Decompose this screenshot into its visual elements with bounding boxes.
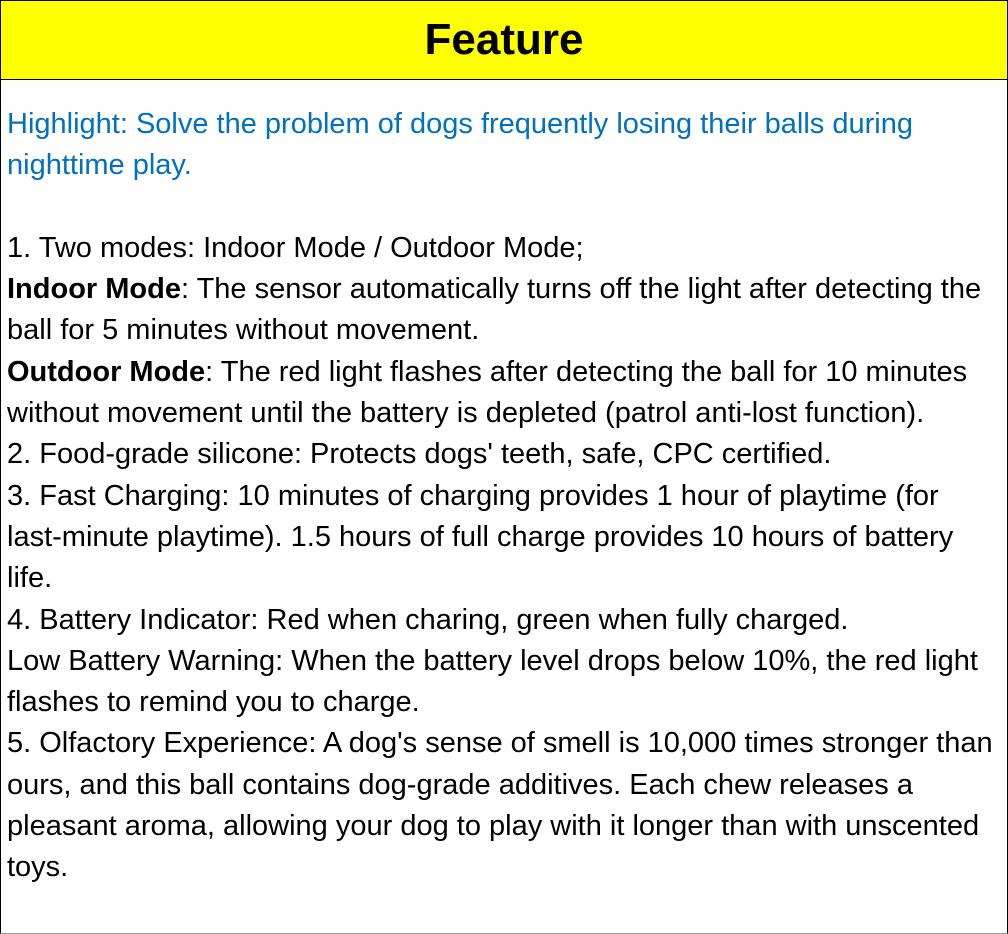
blank-line	[7, 187, 993, 228]
feature-item-silicone: 2. Food-grade silicone: Protects dogs' teeth, safe, CPC certified.	[7, 438, 832, 471]
feature-item-olfactory: 5. Olfactory Experience: A dog's sense of smell is 10,000 times stronger than ours, and this ball contains dog-grade additives. Each chew releases a pleasant aroma, allowing your dog to play with it longer than with unscented toys.	[7, 727, 993, 884]
indoor-mode-text: : The sensor automatically turns off the light after detecting the ball for 5 minutes without movement.	[7, 273, 982, 347]
header-cell[interactable]	[0, 0, 1008, 80]
indoor-mode-label: Indoor Mode	[7, 273, 181, 306]
feature-item-modes: 1. Two modes: Indoor Mode / Outdoor Mode;	[7, 231, 584, 264]
low-battery-warning: Low Battery Warning: When the battery level drops below 10%, the red light flashes to remind you to charge.	[7, 644, 978, 719]
feature-item-battery-indicator: 4. Battery Indicator: Red when charing, green when fully charged.	[7, 603, 849, 636]
outdoor-mode-description	[7, 352, 993, 435]
header-title: Feature	[424, 15, 584, 64]
indoor-mode-description	[7, 269, 993, 352]
feature-item-charging: 3. Fast Charging: 10 minutes of charging provides 1 hour of playtime (for last-minute playtime). 1.5 hours of full charge provides 10 hours of battery life.	[7, 479, 954, 595]
highlight-text: Highlight: Solve the problem of dogs frequently losing their balls during nighttime play.	[7, 108, 913, 182]
outdoor-mode-label: Outdoor Mode	[7, 355, 206, 388]
feature-description-cell[interactable]	[0, 80, 1008, 934]
outdoor-mode-text: : The red light flashes after detecting the ball for 10 minutes without movement until the battery is depleted (patrol anti-lost function).	[7, 355, 968, 430]
